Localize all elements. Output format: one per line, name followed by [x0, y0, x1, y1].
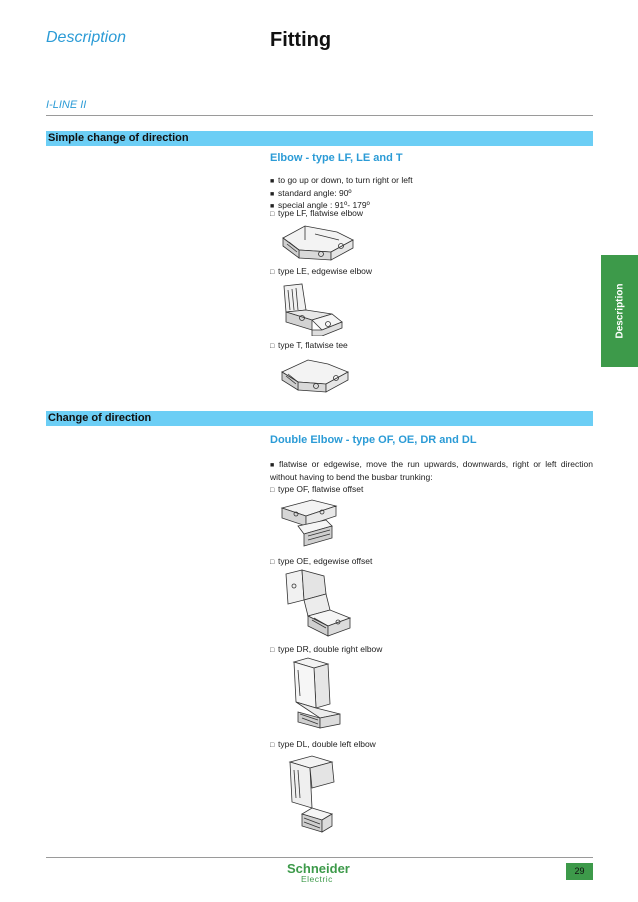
- list-item: □ type OE, edgewise offset: [270, 556, 600, 569]
- footer-rule: [46, 857, 593, 858]
- list-item: □ type OF, flatwise offset: [270, 484, 600, 497]
- list-item: ■ to go up or down, to turn right or left: [270, 175, 600, 188]
- section-heading: Elbow - type LF, LE and T: [270, 152, 403, 164]
- list-item: □ type LF, flatwise elbow: [270, 208, 600, 221]
- elbow-lf-illustration: [275, 220, 355, 264]
- black-square-icon: ■: [270, 462, 275, 469]
- offset-of-illustration: [274, 496, 342, 548]
- black-square-icon: ■: [270, 203, 275, 210]
- white-square-icon: □: [270, 559, 275, 566]
- list-item: □ type LE, edgewise elbow: [270, 266, 600, 279]
- white-square-icon: □: [270, 742, 275, 749]
- bullet-list: [270, 175, 600, 213]
- section-band-label: Change of direction: [48, 412, 152, 424]
- section-heading: Double Elbow - type OF, OE, DR and DL: [270, 434, 477, 446]
- list-item: ■ special angle : 91º- 179º: [270, 200, 600, 213]
- black-square-icon: ■: [270, 190, 275, 198]
- black-square-icon: ■: [270, 178, 275, 185]
- list-item: □ type DL, double left elbow: [270, 739, 600, 752]
- page-number: 29: [574, 866, 585, 876]
- section-band-label: Simple change of direction: [48, 132, 189, 144]
- offset-oe-illustration: [280, 566, 354, 638]
- list-item: □ type T, flatwise tee: [270, 340, 600, 353]
- page-number-badge: [566, 863, 593, 880]
- white-square-icon: □: [270, 343, 275, 350]
- schneider-logo: Schneider: [287, 861, 350, 876]
- section-name: Description: [46, 29, 127, 46]
- section-band-simple: [46, 131, 593, 146]
- list-item: ■ standard angle: 90º: [270, 188, 600, 201]
- white-square-icon: □: [270, 487, 275, 494]
- white-square-icon: □: [270, 647, 275, 654]
- white-square-icon: □: [270, 269, 275, 276]
- list-item: □ type DR, double right elbow: [270, 644, 600, 657]
- elbow-le-illustration: [272, 280, 348, 336]
- section-paragraph: ■ flatwise or edgewise, move the run upwards, downwards, right or left direction without having to bend the busbar trunking:: [270, 459, 593, 482]
- double-right-elbow-illustration: [284, 656, 344, 732]
- double-left-elbow-illustration: [282, 752, 340, 836]
- header-rule: [46, 115, 593, 116]
- section-band-change: [46, 411, 593, 426]
- side-tab-label: Description: [614, 283, 625, 339]
- schneider-logo-sub: Electric: [301, 874, 333, 884]
- side-tab: [601, 255, 638, 367]
- page-title: Fitting: [270, 29, 332, 51]
- tee-t-illustration: [276, 352, 352, 398]
- white-square-icon: □: [270, 211, 275, 218]
- product-line: I-LINE II: [46, 99, 87, 111]
